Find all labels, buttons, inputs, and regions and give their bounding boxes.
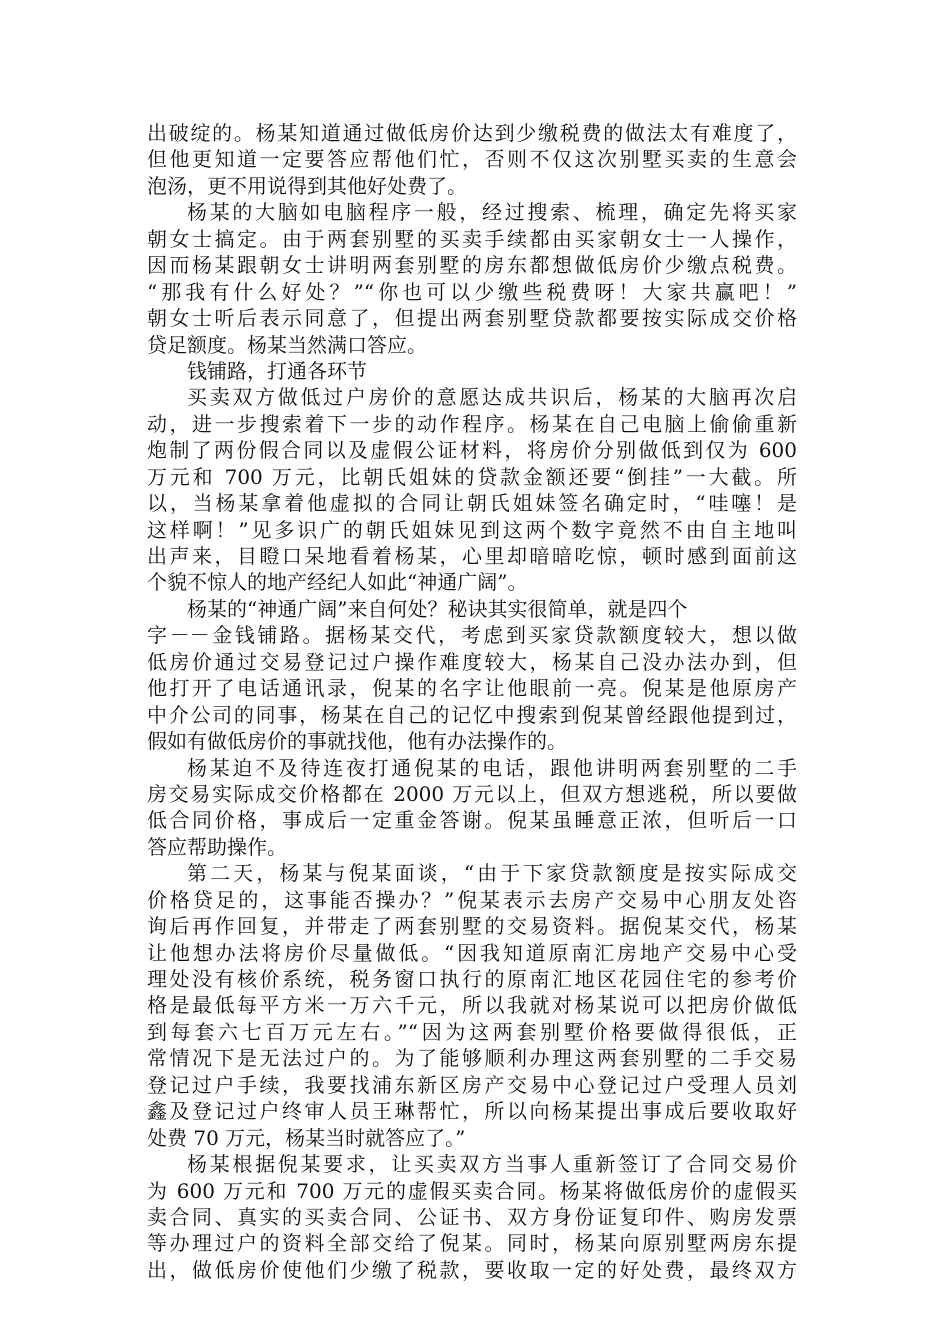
text-line: 这样啊！”见多识广的朝氏姐妹见到这两个数字竟然不由自主地叫	[147, 517, 797, 542]
text-line: 询后再作回复，并带走了两套别墅的交易资料。据倪某交代，杨某	[147, 914, 797, 939]
text-line: 卖合同、真实的买卖合同、公证书、双方身份证复印件、购房发票	[147, 1204, 797, 1229]
text-line: 等办理过户的资料全部交给了倪某。同时，杨某向原别墅两房东提	[147, 1231, 797, 1256]
text-line: 贷足额度。杨某当然满口答应。	[147, 332, 427, 357]
text-line: 中介公司的同事，杨某在自己的记忆中搜索到倪某曾经跟他提到过，	[147, 702, 797, 727]
text-line: 出破绽的。杨某知道通过做低房价达到少缴税费的做法太有难度了，	[147, 121, 797, 145]
text-line: 让他想办法将房价尽量做低。“因我知道原南汇房地产交易中心受	[147, 940, 797, 965]
text-line: 登记过户手续，我要找浦东新区房产交易中心登记过户受理人员刘	[147, 1072, 797, 1097]
text-line: 杨某根据倪某要求，让买卖双方当事人重新签订了合同交易价	[187, 1152, 797, 1177]
text-line: 常情况下是无法过户的。为了能够顺利办理这两套别墅的二手交易	[147, 1046, 797, 1071]
text-line: 杨某迫不及待连夜打通倪某的电话，跟他讲明两套别墅的二手	[187, 755, 797, 780]
article-body	[147, 120, 797, 1283]
text-line: 但他更知道一定要答应帮他们忙，否则不仅这次别墅买卖的生意会	[147, 147, 797, 172]
text-line: 出声来，目瞪口呆地看着杨某，心里却暗暗吃惊，顿时感到面前这	[147, 544, 797, 568]
text-line: 万元和 700 万元，比朝氏姐妹的贷款金额还要“倒挂”一大截。所	[147, 464, 797, 489]
text-line: 杨某的“神通广阔”来自何处？秘诀其实很简单，就是四个	[187, 596, 688, 621]
text-line: 低房价通过交易登记过户操作难度较大，杨某自己没办法办到，但	[147, 649, 797, 674]
text-line: 出，做低房价使他们少缴了税款，要收取一定的好处费，最终双方	[147, 1257, 797, 1282]
text-line: 个貌不惊人的地产经纪人如此“神通广阔”。	[147, 570, 528, 595]
text-line: 处费 70 万元，杨某当时就答应了。”	[147, 1125, 466, 1150]
text-line: 买卖双方做低过户房价的意愿达成共识后，杨某的大脑再次启	[187, 385, 797, 410]
text-line: 钱铺路，打通各环节	[187, 358, 367, 383]
text-line: 炮制了两份假合同以及虚假公证材料，将房价分别做低到仅为 600	[147, 438, 797, 463]
text-line: 以，当杨某拿着他虚拟的合同让朝氏姐妹签名确定时，“哇噻！是	[147, 491, 797, 516]
text-line: 第二天，杨某与倪某面谈，“由于下家贷款额度是按实际成交	[187, 861, 797, 886]
text-line: 房交易实际成交价格都在 2000 万元以上，但双方想逃税，所以要做	[147, 781, 797, 806]
text-line: 格是最低每平方米一万六千元，所以我就对杨某说可以把房价做低	[147, 993, 797, 1018]
text-line: 为 600 万元和 700 万元的虚假买卖合同。杨某将做低房价的虚假买	[147, 1178, 797, 1203]
text-line: 鑫及登记过户终审人员王琳帮忙，所以向杨某提出事成后要收取好	[147, 1099, 797, 1124]
text-line: 他打开了电话通讯录，倪某的名字让他眼前一亮。倪某是他原房产	[147, 676, 797, 701]
text-line: 理处没有核价系统，税务窗口执行的原南汇地区花园住宅的参考价	[147, 967, 797, 991]
text-line: “那我有什么好处？”“你也可以少缴些税费呀！大家共赢吧！”	[147, 279, 797, 304]
text-line: 到每套六七百万元左右。”“因为这两套别墅价格要做得很低，正	[147, 1019, 797, 1044]
text-line: 动，进一步搜索着下一步的动作程序。杨某在自己电脑上偷偷重新	[147, 411, 797, 436]
text-line: 低合同价格，事成后一定重金答谢。倪某虽睡意正浓，但听后一口	[147, 808, 797, 833]
text-line: 泡汤，更不用说得到其他好处费了。	[147, 173, 467, 198]
text-line: 价格贷足的，这事能否操办？”倪某表示去房产交易中心朋友处咨	[147, 887, 797, 912]
text-line: 朝女士听后表示同意了，但提出两套别墅贷款都要按实际成交价格	[147, 306, 797, 331]
text-line: 假如有做低房价的事就找他，他有办法操作的。	[147, 729, 567, 754]
text-line: 因而杨某跟朝女士讲明两套别墅的房东都想做低房价少缴点税费。	[147, 253, 797, 278]
text-line: 杨某的大脑如电脑程序一般，经过搜索、梳理，确定先将买家	[187, 200, 797, 225]
text-line: 朝女士搞定。由于两套别墅的买卖手续都由买家朝女士一人操作，	[147, 226, 797, 251]
text-line: 字－－金钱铺路。据杨某交代，考虑到买家贷款额度较大，想以做	[147, 623, 797, 648]
text-line: 答应帮助操作。	[147, 834, 287, 859]
